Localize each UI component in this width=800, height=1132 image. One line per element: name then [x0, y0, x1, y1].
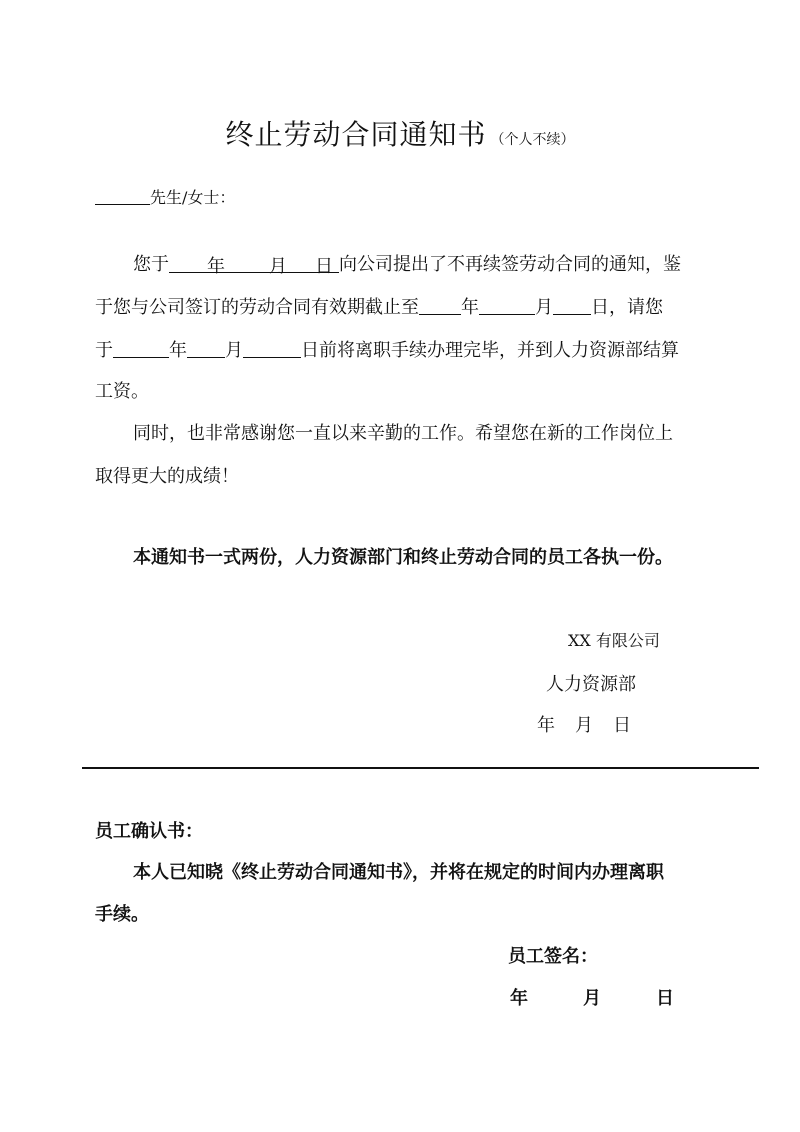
- thanks-paragraph-line-2: 取得更大的成绩！: [95, 466, 239, 487]
- issuer-date: 年 月 日: [537, 715, 631, 736]
- section-divider: [82, 767, 759, 769]
- salutation: 先生/女士：: [150, 188, 236, 207]
- document-title: 终止劳动合同通知书: [225, 118, 487, 151]
- notice-paragraph-line-2: 于您与公司签订的劳动合同有效期截止至 年 月 日，请您: [95, 293, 663, 319]
- notice-paragraph-line-3: 于 年 月 日前将离职手续办理完毕，并到人力资源部结算: [95, 336, 679, 362]
- issuer-company: XX 有限公司: [568, 631, 660, 650]
- employee-signature-label: 员工签名：: [508, 946, 598, 967]
- document-title-row: [0, 113, 800, 153]
- expiry-day-blank[interactable]: [553, 294, 591, 315]
- leave-month-blank[interactable]: [187, 337, 225, 358]
- notice-paragraph-line-1: 您于 年 月 日 向公司提出了不再续签劳动合同的通知，鉴: [133, 254, 681, 277]
- document-subtitle: （个人不续）: [490, 132, 575, 148]
- expiry-month-blank[interactable]: [479, 294, 535, 315]
- confirmation-heading: 员工确认书：: [95, 821, 203, 842]
- recipient-name-blank[interactable]: [95, 184, 150, 205]
- thanks-paragraph-line-1: 同时，也非常感谢您一直以来辛勤的工作。希望您在新的工作岗位上: [133, 423, 673, 444]
- leave-year-blank[interactable]: [113, 337, 169, 358]
- copies-note: 本通知书一式两份，人力资源部门和终止劳动合同的员工各执一份。: [133, 547, 673, 568]
- employee-signature-date: 年 月 日: [510, 988, 674, 1009]
- confirmation-text-line-2: 手续。: [95, 904, 149, 925]
- submission-date-blank[interactable]: 年 月 日: [169, 252, 339, 273]
- issuer-department: 人力资源部: [546, 674, 636, 695]
- salutation-line: [95, 184, 235, 208]
- confirmation-text-line-1: 本人已知晓《终止劳动合同通知书》，并将在规定的时间内办理离职: [133, 862, 664, 883]
- notice-paragraph-line-4: 工资。: [95, 381, 149, 402]
- leave-day-blank[interactable]: [243, 337, 301, 358]
- expiry-year-blank[interactable]: [419, 294, 461, 315]
